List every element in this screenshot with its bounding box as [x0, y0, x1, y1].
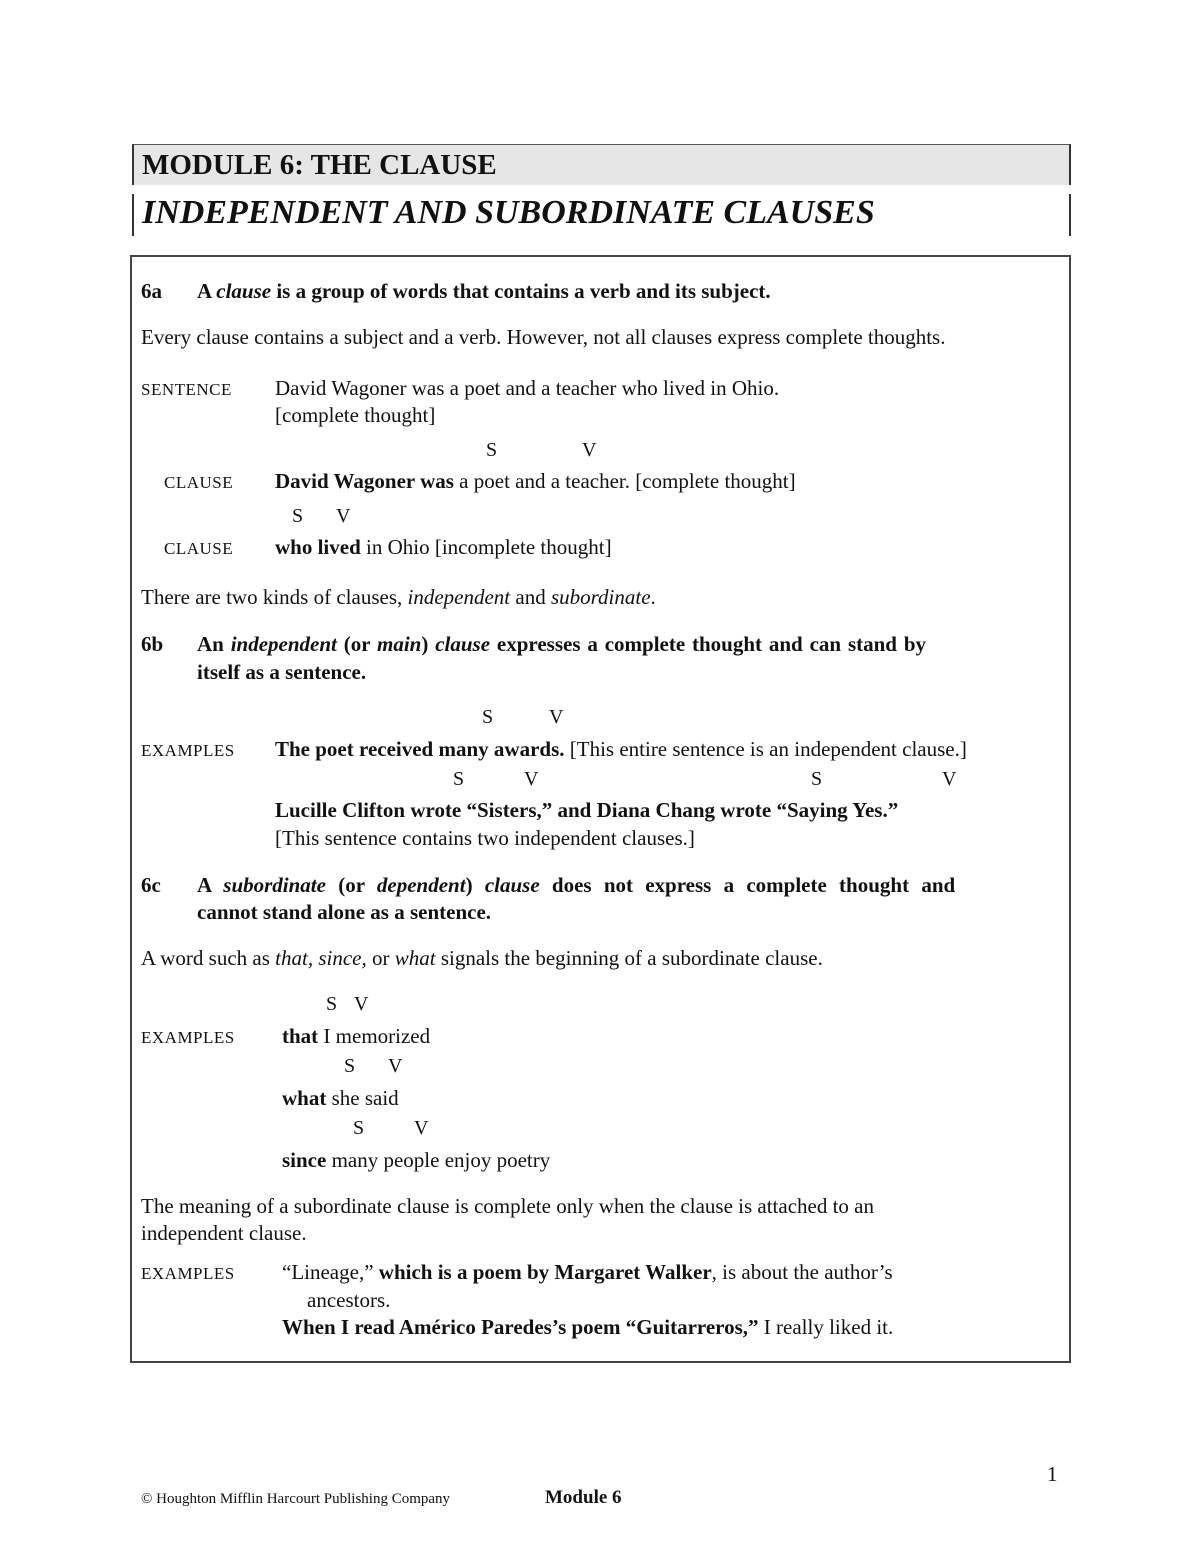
subject-marker: S: [344, 1055, 356, 1077]
section-title: INDEPENDENT AND SUBORDINATE CLAUSES: [142, 194, 875, 231]
verb-marker: V: [354, 993, 369, 1015]
clause-example-1: David Wagoner was a poet and a teacher. [complete thought]: [275, 469, 796, 493]
copyright: © Houghton Mifflin Harcourt Publishing Company: [141, 1491, 451, 1507]
sentence-line-2: [complete thought]: [275, 403, 436, 427]
rule-6c-number: 6c: [141, 873, 161, 897]
verb-marker: V: [524, 768, 539, 790]
verb-marker: V: [549, 706, 564, 728]
rule-6c-line-1: A subordinate (or dependent) clause does not express a complete thought and: [197, 873, 956, 897]
rule-6a-number: 6a: [141, 279, 162, 303]
clause-example-2: who lived in Ohio [incomplete thought]: [275, 535, 612, 559]
example-independent-2: Lucille Clifton wrote “Sisters,” and Diana Chang wrote “Saying Yes.”: [275, 798, 899, 822]
examples-label: EXAMPLES: [141, 1264, 235, 1283]
example-combined-1-cont: ancestors.: [307, 1288, 391, 1312]
verb-marker: V: [336, 505, 351, 527]
footer-module: Module 6: [545, 1487, 622, 1508]
clause-label: CLAUSE: [164, 539, 234, 558]
verb-marker: V: [942, 768, 957, 790]
paragraph-signal-words: A word such as that, since, or what signals the beginning of a subordinate clause.: [141, 946, 823, 970]
sentence-line-1: David Wagoner was a poet and a teacher who lived in Ohio.: [275, 376, 780, 400]
rule-6a-text: A clause is a group of words that contains a verb and its subject.: [197, 279, 771, 303]
example-combined-1: “Lineage,” which is a poem by Margaret Walker, is about the author’s: [282, 1260, 893, 1284]
verb-marker: V: [414, 1117, 429, 1139]
rule-6b-number: 6b: [141, 632, 164, 656]
example-subordinate-3: since many people enjoy poetry: [282, 1148, 551, 1172]
subject-marker: S: [811, 768, 823, 790]
section-header-bar: [132, 194, 1071, 236]
subject-marker: S: [326, 993, 338, 1015]
verb-marker: V: [582, 439, 597, 461]
clause-label: CLAUSE: [164, 473, 234, 492]
paragraph-meaning-line-2: independent clause.: [141, 1221, 307, 1245]
rule-6b-line-1: An independent (or main) clause expresses a complete thought and can stand by: [197, 632, 926, 656]
subject-marker: S: [292, 505, 304, 527]
subject-marker: S: [353, 1117, 365, 1139]
examples-label: EXAMPLES: [141, 741, 235, 760]
sentence-label: SENTENCE: [141, 380, 232, 399]
subject-marker: S: [482, 706, 494, 728]
subject-marker: S: [453, 768, 465, 790]
paragraph-every-clause: Every clause contains a subject and a verb. However, not all clauses express complete thoughts.: [141, 325, 946, 349]
paragraph-two-kinds: There are two kinds of clauses, independent and subordinate.: [141, 585, 656, 609]
example-subordinate-1: that I memorized: [282, 1024, 431, 1048]
paragraph-meaning-line-1: The meaning of a subordinate clause is complete only when the clause is attached to an: [141, 1194, 875, 1218]
examples-label: EXAMPLES: [141, 1028, 235, 1047]
page-number: 1: [1047, 1462, 1058, 1486]
verb-marker: V: [388, 1055, 403, 1077]
example-independent-2-note: [This sentence contains two independent clauses.]: [275, 826, 695, 850]
subject-marker: S: [486, 439, 498, 461]
example-combined-2: When I read Américo Paredes’s poem “Guitarreros,” I really liked it.: [282, 1315, 894, 1339]
rule-6b-line-2: itself as a sentence.: [197, 660, 367, 684]
example-independent-1: The poet received many awards. [This entire sentence is an independent clause.]: [275, 737, 967, 761]
example-subordinate-2: what she said: [282, 1086, 399, 1110]
module-header-bar: [132, 144, 1071, 185]
rule-6c-line-2: cannot stand alone as a sentence.: [197, 900, 492, 924]
module-title: MODULE 6: THE CLAUSE: [142, 149, 497, 181]
